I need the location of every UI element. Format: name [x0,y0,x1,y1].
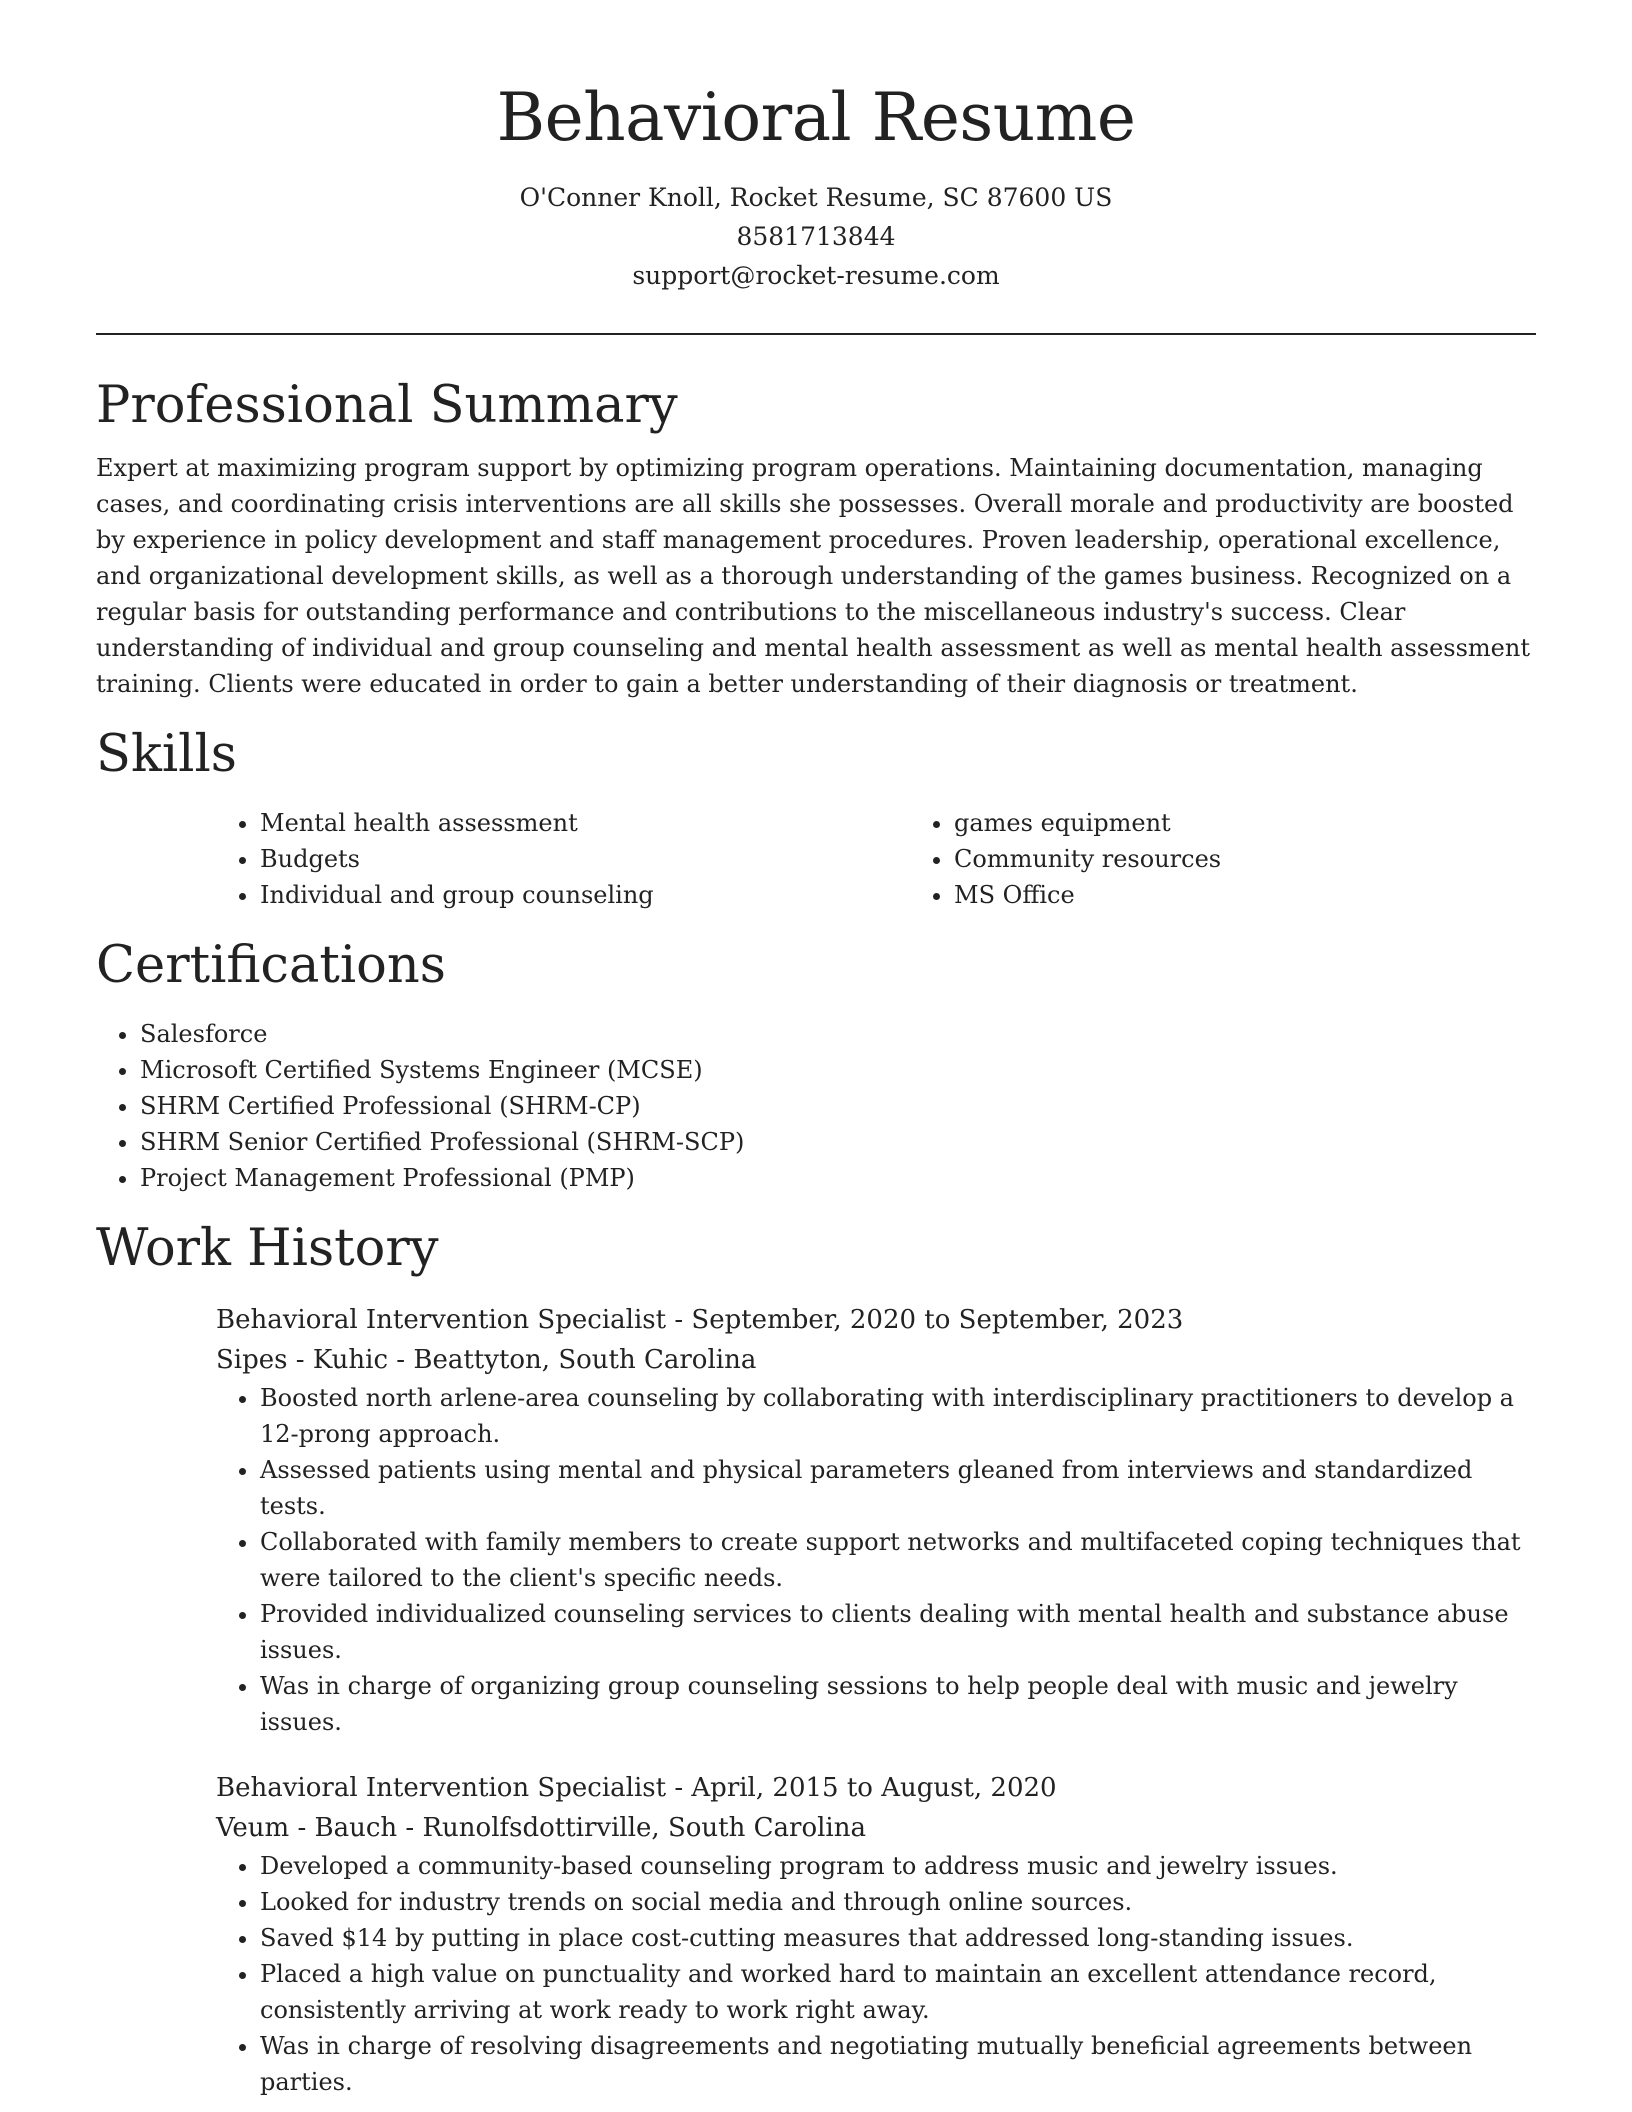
job-title: Behavioral Intervention Specialist [216,1772,667,1803]
skills-grid [216,805,1536,913]
job-company: Sipes - Kuhic [216,1344,389,1375]
job-entry [216,1768,1536,2100]
job-bullet: • Looked for industry trends on social media and through online sources. [260,1884,1536,1920]
contact-phone: 8581713844 [736,221,896,251]
job-location: - Beattyton, South Carolina [388,1344,757,1375]
job-header [216,1768,1536,1848]
job-bullets [216,1848,1536,2100]
resume-title: Behavioral Resume [496,79,1136,156]
skill-item: • Individual and group counseling [260,877,910,913]
job-title-line [216,1300,1536,1340]
certification-item: • Salesforce [140,1016,1536,1052]
job-bullets [216,1380,1536,1740]
job-bullet: • Was in charge of organizing group counseling sessions to help people deal with music and jewelry issues. [260,1668,1536,1740]
certifications-heading: Certifications [96,936,446,996]
job-header [216,1300,1536,1380]
certifications-list [96,1016,1536,1196]
contact-email: support@rocket-resume.com [632,260,1000,290]
certification-item: • Project Management Professional (PMP) [140,1160,1536,1196]
job-dates: - September, 2020 to September, 2023 [666,1304,1184,1335]
job-title: Behavioral Intervention Specialist [216,1304,667,1335]
job-bullet: • Saved $14 by putting in place cost-cutting measures that addressed long-standing issues. [260,1920,1536,1956]
skills-list-left [216,805,910,913]
summary-heading: Professional Summary [96,375,678,435]
job-company-line [216,1340,1536,1380]
job-bullet: • Provided individualized counseling services to clients dealing with mental health and substance abuse issues. [260,1596,1536,1668]
resume-header [96,0,1536,295]
certification-item: • SHRM Certified Professional (SHRM-CP) [140,1088,1536,1124]
summary-text: Expert at maximizing program support by optimizing program operations. Maintaining documentation, managing cases, and coordinating crisis interventions are all skills she possesses. Overall morale and productivity are boosted by experience in policy development and staff management procedures. Proven leadership, operational excellence, and organizational development skills, as well as a thorough understanding of the games business. Recognized on a regular basis for outstanding performance and contributions to the miscellaneous industry's success. Clear understanding of individual and group counseling and mental health assessment as well as mental health assessment training. Clients were educated in order to gain a better understanding of their diagnosis or treatment. [96,454,1530,699]
skills-section [96,724,1536,913]
job-entry [216,1300,1536,1740]
contact-block [96,178,1536,295]
job-title-line [216,1768,1536,1808]
job-dates: - April, 2015 to August, 2020 [666,1772,1057,1803]
certification-item: • SHRM Senior Certified Professional (SHRM-SCP) [140,1124,1536,1160]
job-bullet: • Placed a high value on punctuality and worked hard to maintain an excellent attendance record, consistently arriving at work ready to work right away. [260,1956,1536,2028]
skills-list-right [910,805,1604,913]
skill-item: • games equipment [954,805,1604,841]
work-history-section [96,1218,1536,2099]
job-bullet: • Developed a community-based counseling program to address music and jewelry issues. [260,1848,1536,1884]
job-location: - Runolfsdottirville, South Carolina [397,1812,866,1843]
job-bullet: • Was in charge of resolving disagreements and negotiating mutually beneficial agreements between parties. [260,2028,1536,2100]
certifications-section [96,935,1536,1196]
job-bullet: • Collaborated with family members to create support networks and multifaceted coping techniques that were tailored to the client's specific needs. [260,1524,1536,1596]
skill-item: • Budgets [260,841,910,877]
skill-item: • Community resources [954,841,1604,877]
summary-section [96,375,1536,702]
work-history-heading: Work History [96,1219,439,1279]
job-company: Veum - Bauch [216,1812,398,1843]
skill-item: • Mental health assessment [260,805,910,841]
contact-address: O'Conner Knoll, Rocket Resume, SC 87600 US [519,182,1113,212]
certification-item: • Microsoft Certified Systems Engineer (MCSE) [140,1052,1536,1088]
job-bullet: • Assessed patients using mental and physical parameters gleaned from interviews and standardized tests. [260,1452,1536,1524]
skill-item: • MS Office [954,877,1604,913]
job-bullet: • Boosted north arlene-area counseling by collaborating with interdisciplinary practitioners to develop a 12-prong approach. [260,1380,1536,1452]
header-divider [96,333,1536,335]
skills-heading: Skills [96,725,237,785]
job-company-line [216,1808,1536,1848]
